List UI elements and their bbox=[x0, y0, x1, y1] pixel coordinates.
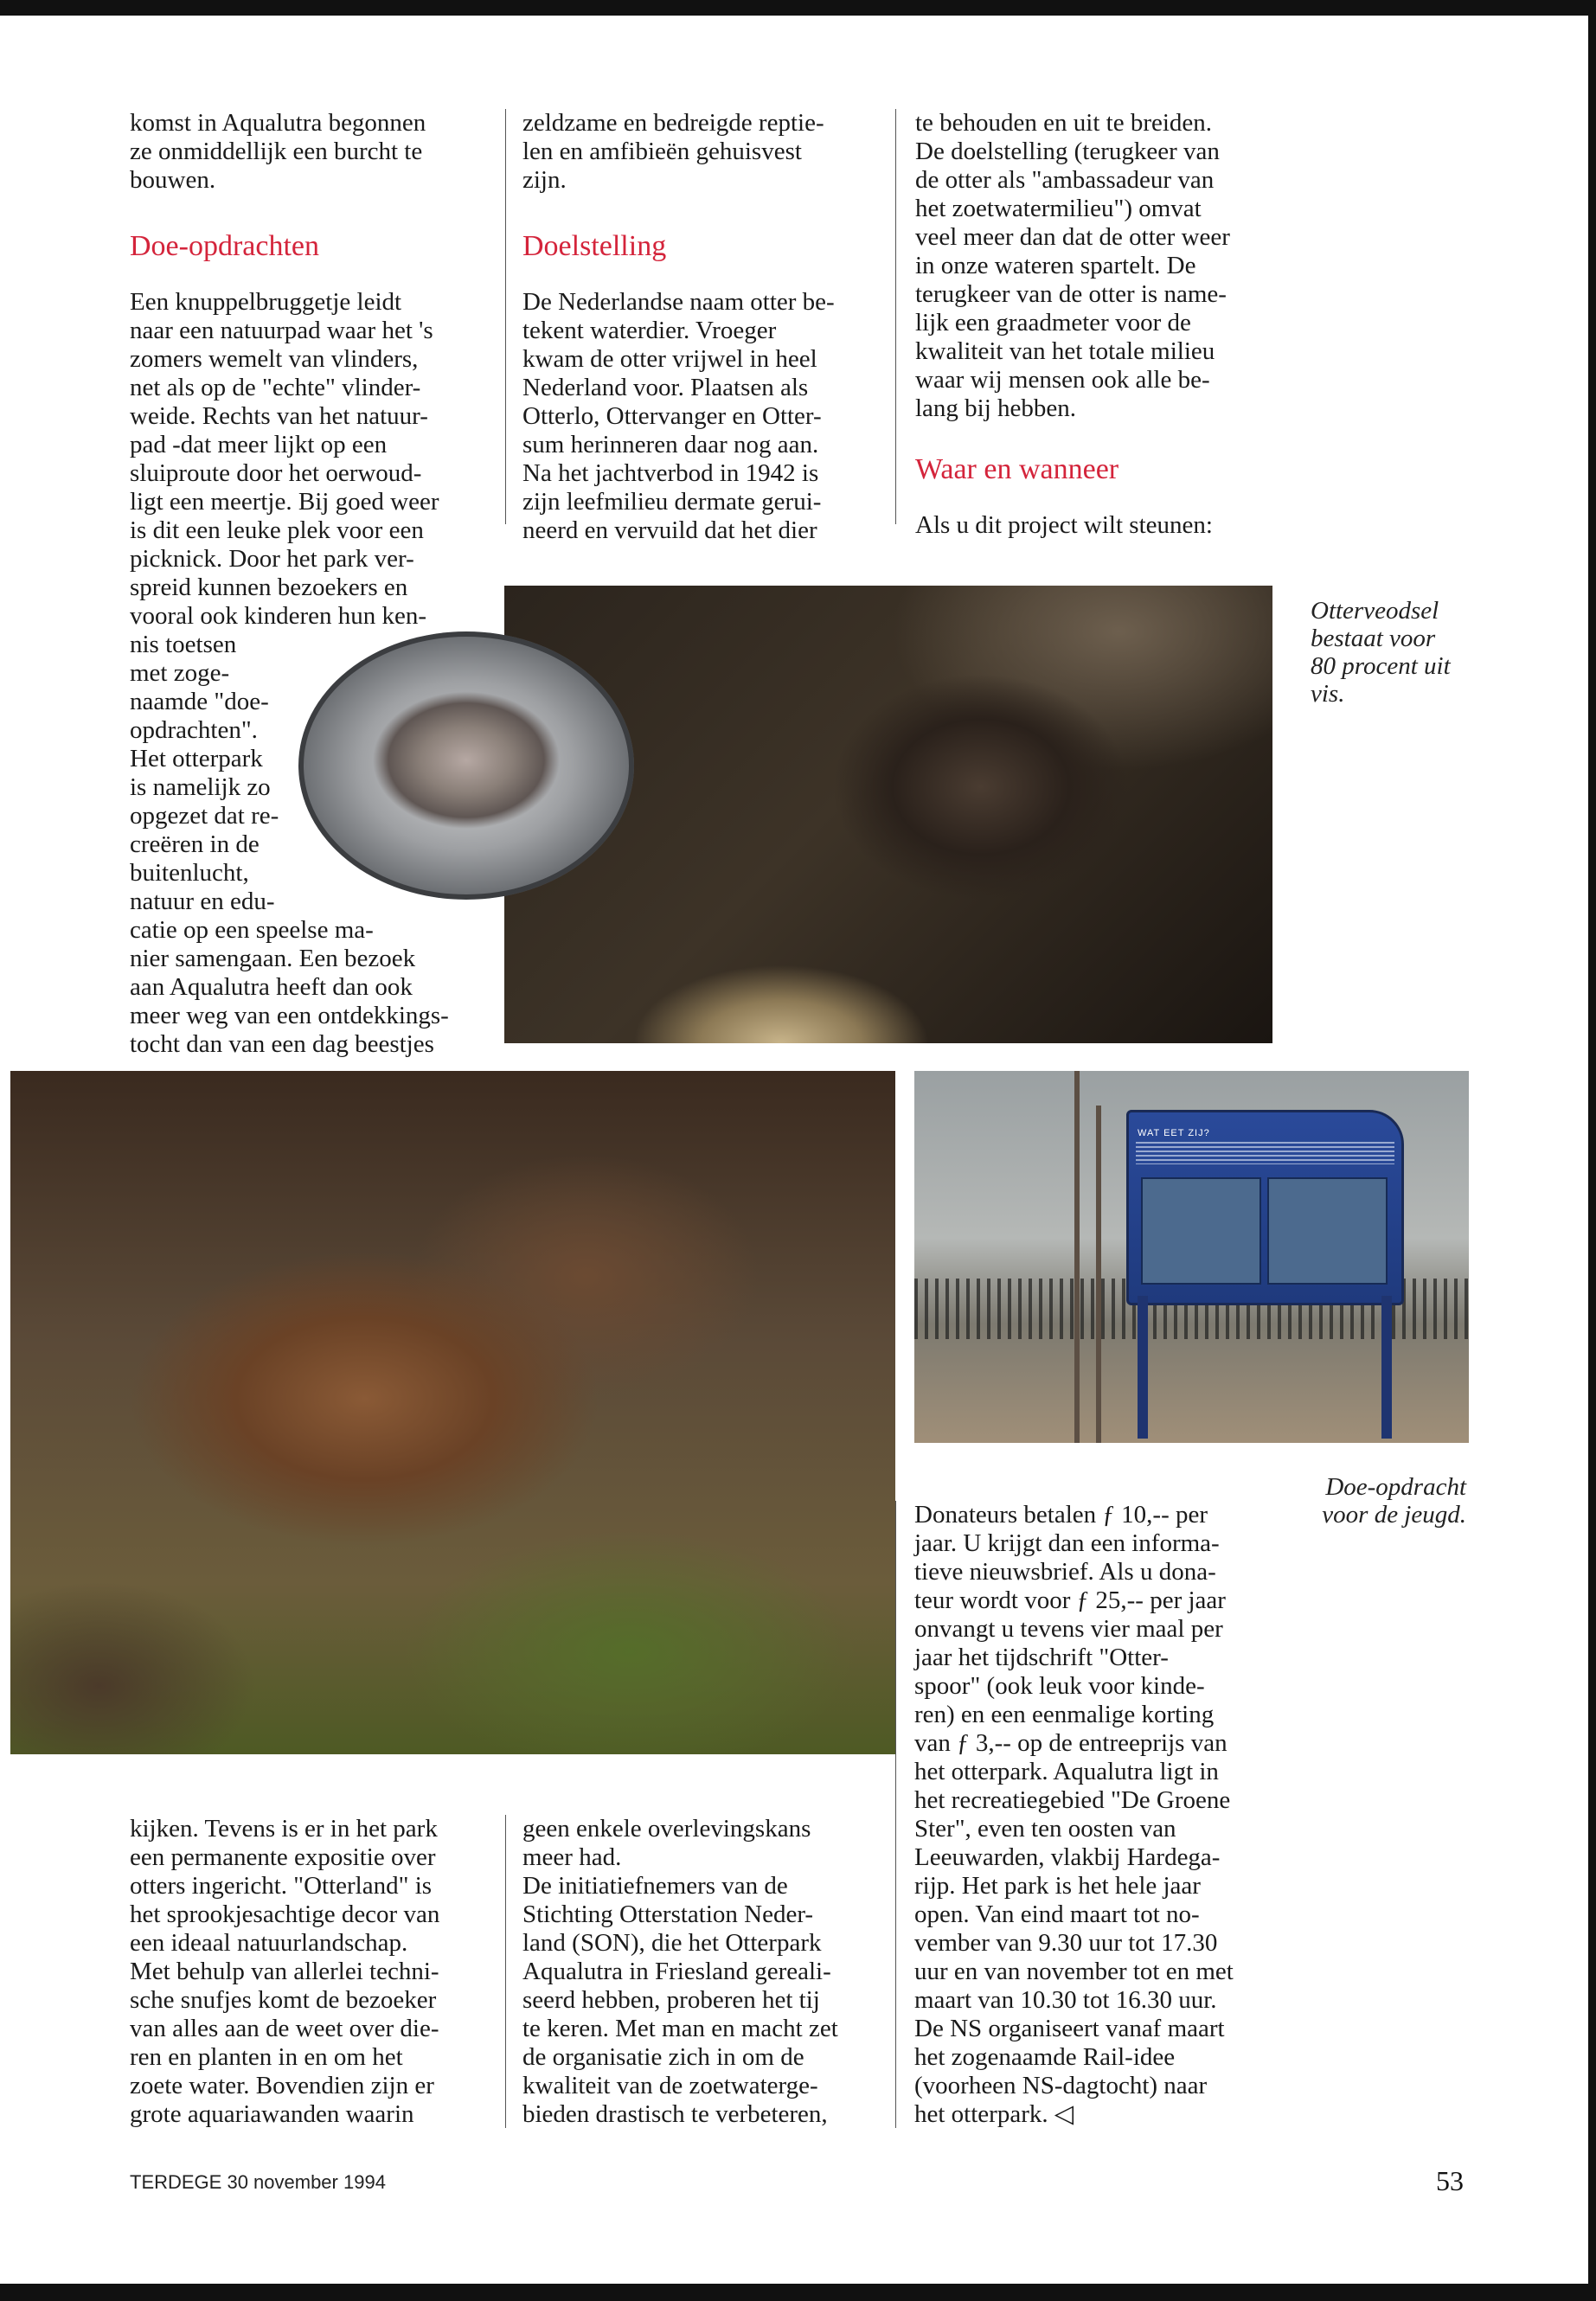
sign-panel-otter bbox=[1141, 1177, 1261, 1285]
column-middle-bottom bbox=[522, 1815, 877, 2129]
paragraph: zeldzame en bedreigde reptie- len en amfibieën gehuisvest zijn. bbox=[522, 109, 824, 194]
sign-text-lines bbox=[1136, 1142, 1394, 1164]
photo-information-sign bbox=[914, 1071, 1469, 1443]
paragraph: Een knuppelbruggetje leidt naar een natuurpad waar het 's zomers wemelt van vlinders, net als op de "echte" vlinder- weide. Rechts van het natuur- pad -dat meer lijkt op een sluiproute door het oerwoud- ligt een meertje. Bij goed weer is dit een leuke plek voor een picknick. Door het park ver- spreid kunnen bezoekers en vooral ook kinderen hun ken- nis toetsen met zoge- naamde "doe- opdrachten". Het otterpark is namelijk zo opgezet dat re- creëren in de buitenlucht, natuur en edu- catie op een speelse ma- nier samengaan. Een bezoek aan Aqualutra heeft dan ook meer weg van een ontdekkings- tocht dan van een dag beestjes bbox=[130, 288, 449, 1058]
column-left-top bbox=[130, 109, 480, 1059]
paragraph: kijken. Tevens is er in het park een permanente expositie over otters ingericht. "Otterland" is het sprookjesachtige decor van een ideaal natuurlandschap. Met behulp van allerlei techni- sche snufjes komt de bezoeker van alles aan de weet over die- ren en planten in en om het zoete water. Bovendien zijn er grote aquariawanden waarin bbox=[130, 1815, 440, 2128]
caption-kids-task: Doe-opdracht voor de jeugd. bbox=[1322, 1473, 1466, 1529]
paragraph: te behouden en uit te breiden. De doelstelling (terugkeer van de otter als "ambassadeur van het zoetwatermilieu") omvat veel meer dan dat de otter weer in onze wateren spartelt. De terugkeer van de otter is name- lijk een graadmeter voor de kwaliteit van het totale milieu waar wij mensen ook alle be- lang bij hebben. bbox=[915, 109, 1230, 422]
section-heading-doe-opdrachten: Doe-opdrachten bbox=[130, 230, 320, 262]
paragraph: geen enkele overlevingskans meer had. De initiatiefnemers van de Stichting Otterstation Neder- land (SON), die het Otterpark Aqualutra in Friesland gereali- seerd hebben, proberen het tij te keren. Met man en macht zet de organisatie zich in om de kwaliteit van de zoetwaterge- bieden drastisch te verbeteren, bbox=[522, 1815, 838, 2128]
section-heading-waar-en-wanneer: Waar en wanneer bbox=[915, 453, 1119, 485]
scan-border-top bbox=[0, 0, 1596, 16]
sign-post bbox=[1381, 1296, 1392, 1439]
paragraph: Als u dit project wilt steunen: bbox=[915, 511, 1213, 539]
footer-magazine-date: TERDEGE 30 november 1994 bbox=[130, 2171, 386, 2193]
sign-post bbox=[1138, 1296, 1148, 1439]
sign-board bbox=[1126, 1110, 1404, 1305]
caption-otter-food: Otterveodsel bestaat voor 80 procent uit vis. bbox=[1311, 597, 1451, 708]
column-rule bbox=[505, 109, 506, 524]
column-rule bbox=[895, 109, 896, 524]
photo-otters-resting bbox=[10, 1071, 895, 1754]
column-middle-top bbox=[522, 109, 877, 545]
column-left-bottom bbox=[130, 1815, 480, 2129]
tree bbox=[1096, 1106, 1101, 1443]
tree bbox=[1074, 1071, 1080, 1443]
scan-border-bottom bbox=[0, 2284, 1596, 2301]
page-number: 53 bbox=[1436, 2165, 1464, 2196]
photo-fish-bowl bbox=[298, 631, 634, 900]
scan-border-right bbox=[1588, 0, 1596, 2301]
sign-panel-otter bbox=[1267, 1177, 1388, 1285]
section-heading-doelstelling: Doelstelling bbox=[522, 230, 667, 262]
paragraph: Donateurs betalen ƒ 10,-- per jaar. U krijgt dan een informa- tieve nieuwsbrief. Als u dona- teur wordt voor ƒ 25,-- per jaar onvangt u tevens vier maal per jaar het tijdschrift "Otter- spoor" (ook leuk voor kinde- ren) en een eenmalige korting van ƒ 3,-- op de entreeprijs van het otterpark. Aqualutra ligt in het recreatiegebied "De Groene Ster", even ten oosten van Leeuwarden, vlakbij Hardega- rijp. Het park is het hele jaar open. Van eind maart tot no- vember van 9.30 uur tot 17.30 uur en van november tot en met maart van 10.30 tot 16.30 uur. De NS organiseert vanaf maart het zogenaamde Rail-idee (voorheen NS-dagtocht) naar het otterpark. ◁ bbox=[914, 1501, 1234, 2128]
paragraph: komst in Aqualutra begonnen ze onmiddellijk een burcht te bouwen. bbox=[130, 109, 426, 194]
paragraph: De Nederlandse naam otter be- tekent waterdier. Vroeger kwam de otter vrijwel in heel Nederland voor. Plaatsen als Otterlo, Ottervanger en Otter- sum herinneren daar nog aan. Na het jachtverbod in 1942 is zijn leefmilieu dermate gerui- neerd en vervuild dat het dier bbox=[522, 288, 835, 544]
column-rule bbox=[505, 1815, 506, 2128]
sign-title: WAT EET ZIJ? bbox=[1138, 1128, 1210, 1138]
column-right-top bbox=[915, 109, 1279, 540]
column-rule bbox=[895, 1501, 896, 2128]
column-right-middle bbox=[914, 1501, 1278, 2129]
